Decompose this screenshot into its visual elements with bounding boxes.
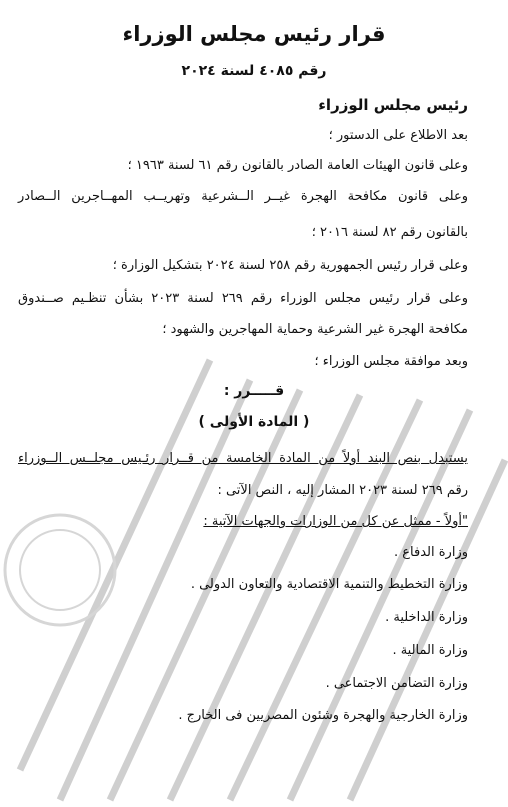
- preamble-line: وبعد موافقة مجلس الوزراء ؛: [314, 354, 468, 369]
- issuer-heading: رئيس مجلس الوزراء: [318, 96, 468, 114]
- decree-title: قرار رئيس مجلس الوزراء: [122, 22, 386, 46]
- decision-label: قـــــرر :: [223, 383, 285, 399]
- ministry-item: وزارة الخارجية والهجرة وشئون المصريين فى الخارج .: [178, 708, 468, 723]
- preamble-line: مكافحة الهجرة غير الشرعية وحماية المهاجرين والشهود ؛: [162, 322, 468, 337]
- ministry-item: وزارة التخطيط والتنمية الاقتصادية والتعاون الدولى .: [190, 577, 468, 592]
- preamble-line: بالقانون رقم ٨٢ لسنة ٢٠١٦ ؛: [311, 225, 468, 240]
- preamble-line: بعد الاطلاع على الدستور ؛: [328, 128, 468, 143]
- ministry-item: وزارة الداخلية .: [385, 610, 468, 625]
- preamble-line: وعلى قانون مكافحة الهجرة غيــر الــشرعية وتهريــب المهــاجرين الــصادر: [18, 189, 468, 204]
- ministry-item: وزارة الدفاع .: [394, 545, 468, 560]
- preamble-line: وعلى قانون الهيئات العامة الصادر بالقانون رقم ٦١ لسنة ١٩٦٣ ؛: [127, 158, 468, 173]
- preamble-line: وعلى قرار رئيس مجلس الوزراء رقم ٢٦٩ لسنة ٢٠٢٣ بشأن تنظـيم صــندوق: [18, 291, 468, 306]
- ministry-item: وزارة التضامن الاجتماعى .: [325, 676, 468, 691]
- preamble-line: وعلى قرار رئيس الجمهورية رقم ٢٥٨ لسنة ٢٠٢٤ بتشكيل الوزارة ؛: [112, 258, 468, 273]
- first-item-heading: "أولاً - ممثل عن كل من الوزارات والجهات الآتية :: [203, 514, 468, 529]
- ministry-item: وزارة المالية .: [392, 643, 468, 658]
- article-text-line: رقم ٢٦٩ لسنة ٢٠٢٣ المشار إليه ، النص الآتى :: [217, 483, 468, 498]
- article-heading: ( المادة الأولى ): [198, 414, 310, 430]
- decree-number: رقم ٤٠٨٥ لسنة ٢٠٢٤: [181, 63, 327, 79]
- article-text-line: يستبدل بنص البند أولاً من المادة الخامسة من قــرار رئـيس مجلــس الــوزراء: [18, 451, 468, 466]
